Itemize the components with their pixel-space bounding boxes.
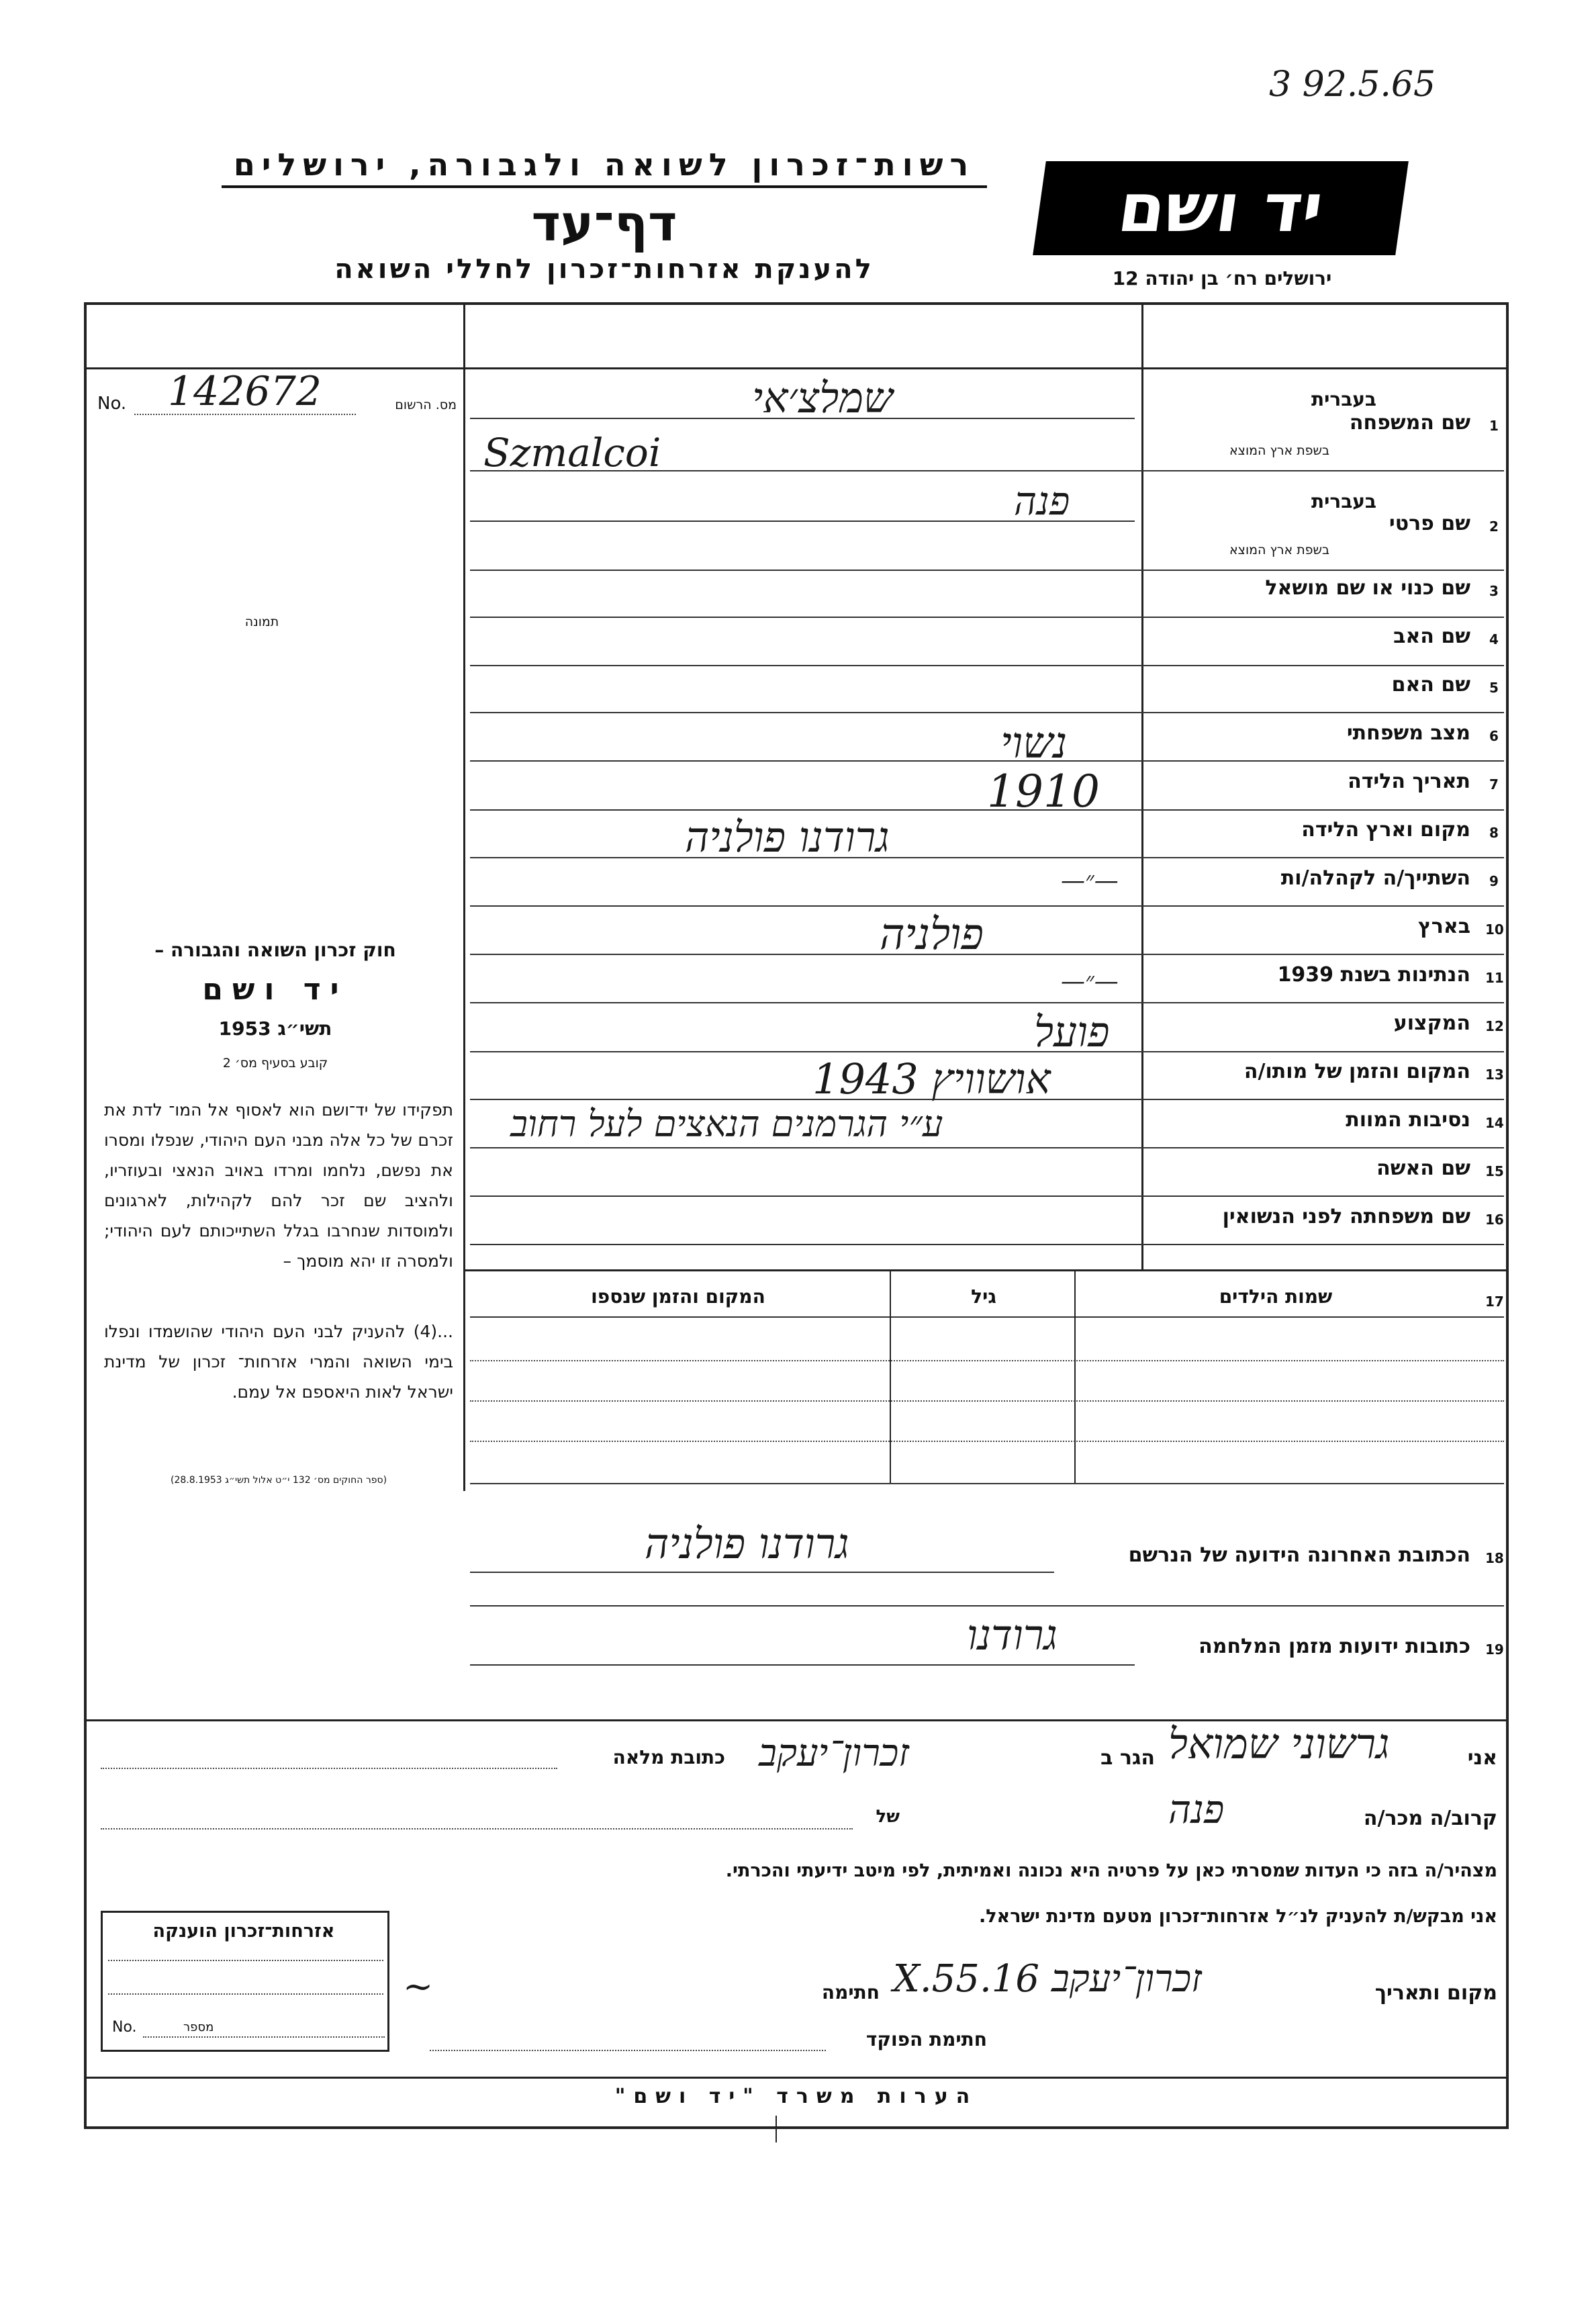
row-line-8 xyxy=(470,857,1504,858)
row-line-5 xyxy=(470,712,1504,713)
in-hebrew-label-1: בעברית xyxy=(1311,388,1376,410)
form-subtitle: להענקת אזרחות־זכרון לחללי השואה xyxy=(334,254,874,285)
logo-text: יד ושם xyxy=(1113,169,1328,247)
decl-ani-value: גרשוני שמואל xyxy=(1168,1719,1390,1768)
decl-statement-1: מצהיר/ה בזה כי העדות שמסרתי כאן על פרטיה היא נכונה ואמיתית, לפי מיטב ידיעתי והכרתי. xyxy=(725,1860,1497,1881)
field-label-maiden: שם משפחתה לפני הנשואין xyxy=(1222,1205,1470,1228)
row-line-12 xyxy=(470,1051,1504,1052)
field-label-firstname: שם פרטי xyxy=(1389,512,1470,535)
children-row-1 xyxy=(470,1360,1504,1361)
row-line-14 xyxy=(470,1147,1504,1148)
footer-divider xyxy=(84,2077,1509,2079)
stamp-no: No. xyxy=(112,2019,137,2036)
field-num-17: 17 xyxy=(1485,1294,1504,1310)
registration-number: 142672 xyxy=(168,368,322,415)
children-place-header: המקום והזמן שנספו xyxy=(591,1285,765,1308)
law-paragraph-2: ...(4) להעניק לבני העם היהודי שהושמדו ונפלו בימי השואה והמרי אזרחות־ זכרון של מדינת ישראל לאות היאספם אל עמם. xyxy=(104,1322,453,1402)
footer-remarks: הערות משרד "יד ושם" xyxy=(614,2085,978,2108)
field-label-marital: מצב משפחתי xyxy=(1346,721,1470,745)
in-native-label-2: בשפת ארץ המוצא xyxy=(1229,543,1329,557)
children-row-3 xyxy=(470,1441,1504,1442)
label-column-divider xyxy=(1141,302,1143,1269)
value-birth-year: 1910 xyxy=(987,766,1100,817)
decl-relative-value: פנה xyxy=(1168,1787,1225,1832)
left-column-divider xyxy=(463,302,465,1491)
citizenship-stamp-box xyxy=(101,1911,389,2052)
value-death: אושוויץ 1943 xyxy=(812,1054,1051,1103)
field-num-9: 9 xyxy=(1489,873,1499,889)
decl-of-label: של xyxy=(876,1807,900,1827)
children-row-2 xyxy=(470,1400,1504,1402)
field-num-14: 14 xyxy=(1485,1115,1504,1131)
law-reference: (ספר החוקים מס׳ 132 י״ט אלול תשי״ג 28.8.1953) xyxy=(170,1475,387,1486)
row-line-19 xyxy=(470,1664,1135,1666)
children-bottom-line xyxy=(470,1483,1504,1484)
field-label-last-address: הכתובת האחרונה הידועה של הנרשם xyxy=(1128,1543,1470,1567)
field-label-death: המקום והזמן של מותו/ה xyxy=(1243,1060,1470,1083)
row-line-10 xyxy=(470,954,1504,955)
row-line-6 xyxy=(470,760,1504,762)
field-num-18: 18 xyxy=(1485,1550,1504,1566)
field-label-profession: המקצוע xyxy=(1393,1011,1470,1035)
value-community: —״— xyxy=(1061,867,1119,895)
row-line-18b xyxy=(470,1605,1504,1607)
registration-label: מס. הרשום xyxy=(395,398,457,412)
field-num-12: 12 xyxy=(1485,1018,1504,1034)
children-col-divider-1 xyxy=(1074,1271,1076,1484)
children-age-header: גיל xyxy=(971,1285,996,1308)
in-hebrew-label-2: בעברית xyxy=(1311,490,1376,512)
law-name: יד ושם xyxy=(202,973,348,1007)
authority-line: רשות־זכרון לשואה ולגבורה, ירושלים xyxy=(222,146,987,188)
decl-resides-value: זכרון־יעקב xyxy=(759,1731,909,1775)
stamp-line-1 xyxy=(108,1960,383,1961)
field-label-birthdate: תאריך הלידה xyxy=(1348,770,1470,793)
photo-label: תמונה xyxy=(244,615,279,629)
row-line-15 xyxy=(470,1195,1504,1197)
field-label-surname: שם המשפחה xyxy=(1349,411,1470,435)
value-country: פולניה xyxy=(880,910,984,960)
value-profession: פועל xyxy=(1034,1007,1110,1056)
value-firstname-he: פנה xyxy=(1014,478,1070,524)
decl-relative-dots xyxy=(101,1828,853,1829)
law-paragraph-1: תפקידו של יד־ושם הוא לאסוף אל המו־ לדת את זכרם של כל אלה מבני העם היהודי, שנפלו ומסרו את נפשם, נלחמו ומרדו באויב הנאצי ובעוזריו, ולהציב שם זכר להם לקהילות, לארגונים ולמוסדות שנחרבו בגלל השתייכותם לעם היהודי; ולמסרה זו יהא מוסמך – xyxy=(104,1100,453,1271)
row-line-4 xyxy=(470,665,1504,666)
field-num-19: 19 xyxy=(1485,1641,1504,1658)
field-num-11: 11 xyxy=(1485,970,1504,986)
decl-full-address-label: כתובת מלאה xyxy=(612,1746,725,1768)
section-divider xyxy=(463,1269,1509,1271)
children-names-header: שמות הילדים xyxy=(1219,1285,1333,1308)
decl-place-date-label: מקום ותאריך xyxy=(1374,1981,1497,2005)
decl-resides-label: הגר ב xyxy=(1100,1746,1155,1770)
field-num-6: 6 xyxy=(1489,728,1499,744)
value-surname-native: Szmalcoi xyxy=(483,430,661,476)
row-line-18a xyxy=(470,1572,1054,1573)
row-line-9 xyxy=(470,905,1504,907)
field-num-15: 15 xyxy=(1485,1163,1504,1179)
children-col-divider-2 xyxy=(890,1271,891,1484)
field-label-nickname: שם כנוי או שם מושאל xyxy=(1265,576,1470,600)
field-num-4: 4 xyxy=(1489,631,1499,647)
row-line-16 xyxy=(470,1244,1504,1245)
decl-ani-label: אני xyxy=(1467,1746,1497,1770)
law-year: תשי״ג 1953 xyxy=(218,1018,332,1040)
value-surname-he: שמלצ׳אי xyxy=(752,373,893,422)
value-war-address: גרודנו xyxy=(967,1611,1058,1660)
corner-note: 3 92.5.65 xyxy=(1269,64,1436,105)
field-label-country: בארץ xyxy=(1417,915,1470,938)
registration-no-label: No. xyxy=(97,394,127,414)
value-circumstances: ע״י הגרמנים הנאצים לעל רחוב xyxy=(510,1103,943,1145)
law-clause: קובע בסעיף מס׳ 2 xyxy=(222,1056,328,1071)
in-native-label-1: בשפת ארץ המוצא xyxy=(1229,443,1329,458)
field-num-13: 13 xyxy=(1485,1067,1504,1083)
law-title: חוק זכרון השואה והגבורה – xyxy=(154,939,396,961)
row-line-2b xyxy=(470,570,1504,571)
field-label-community: השתייך/ה לקהלה/ות xyxy=(1280,866,1470,890)
logo-address: ירושלים רח׳ בן יהודה 12 xyxy=(1112,267,1332,289)
stamp-number-label: מספר xyxy=(183,2020,214,2034)
field-label-wife: שם האשה xyxy=(1376,1157,1470,1180)
footer-tick xyxy=(776,2116,777,2142)
value-birthplace: גרודנו פולניה xyxy=(685,813,890,862)
stamp-line-2 xyxy=(108,1993,383,1995)
decl-signature-label: חתימה xyxy=(821,1981,880,2003)
field-num-1: 1 xyxy=(1489,418,1499,434)
field-num-16: 16 xyxy=(1485,1212,1504,1228)
decl-relative-label: קרוב/ה מכר/ה xyxy=(1363,1807,1497,1830)
field-num-8: 8 xyxy=(1489,825,1499,841)
row-line-11 xyxy=(470,1002,1504,1003)
children-header-line xyxy=(470,1316,1504,1318)
yad-vashem-logo xyxy=(1033,161,1409,255)
field-label-mother: שם האם xyxy=(1391,673,1470,696)
form-title: דף־עד xyxy=(531,195,677,253)
field-label-war-address: כתובות ידועות מזמן המלחמה xyxy=(1199,1635,1470,1658)
field-num-10: 10 xyxy=(1485,921,1504,938)
stamp-line-3 xyxy=(143,2036,385,2038)
decl-statement-2: אני מבקש/ת להעניק לנ״ל אזרחות־זכרון מטעם מדינת ישראל. xyxy=(978,1906,1497,1927)
row-line-3 xyxy=(470,617,1504,618)
top-band xyxy=(84,302,1509,369)
decl-place-date-value: זכרון־יעקב 16.X.55 xyxy=(893,1957,1202,2001)
field-label-birthplace: מקום וארץ הלידה xyxy=(1301,818,1470,842)
decl-official-label: חתימת הפוקד xyxy=(865,2028,987,2050)
value-nationality: —״— xyxy=(1061,968,1119,995)
decl-signature-mark: ~ xyxy=(403,1965,434,2007)
decl-address-dots xyxy=(101,1768,557,1769)
field-label-father: שם האב xyxy=(1393,625,1470,648)
value-marital: נשוי xyxy=(1000,719,1068,768)
field-label-circumstances: נסיבות המוות xyxy=(1346,1108,1470,1132)
stamp-title: אזרחות־זכרון הוענקה xyxy=(152,1921,335,1942)
field-num-2: 2 xyxy=(1489,518,1499,535)
field-num-7: 7 xyxy=(1489,776,1499,793)
field-num-5: 5 xyxy=(1489,680,1499,696)
field-label-nationality: הנתינות בשנת 1939 xyxy=(1277,963,1470,987)
value-last-address: גרודנו פולניה xyxy=(645,1519,849,1568)
decl-official-dots xyxy=(430,2050,826,2051)
field-num-3: 3 xyxy=(1489,583,1499,599)
